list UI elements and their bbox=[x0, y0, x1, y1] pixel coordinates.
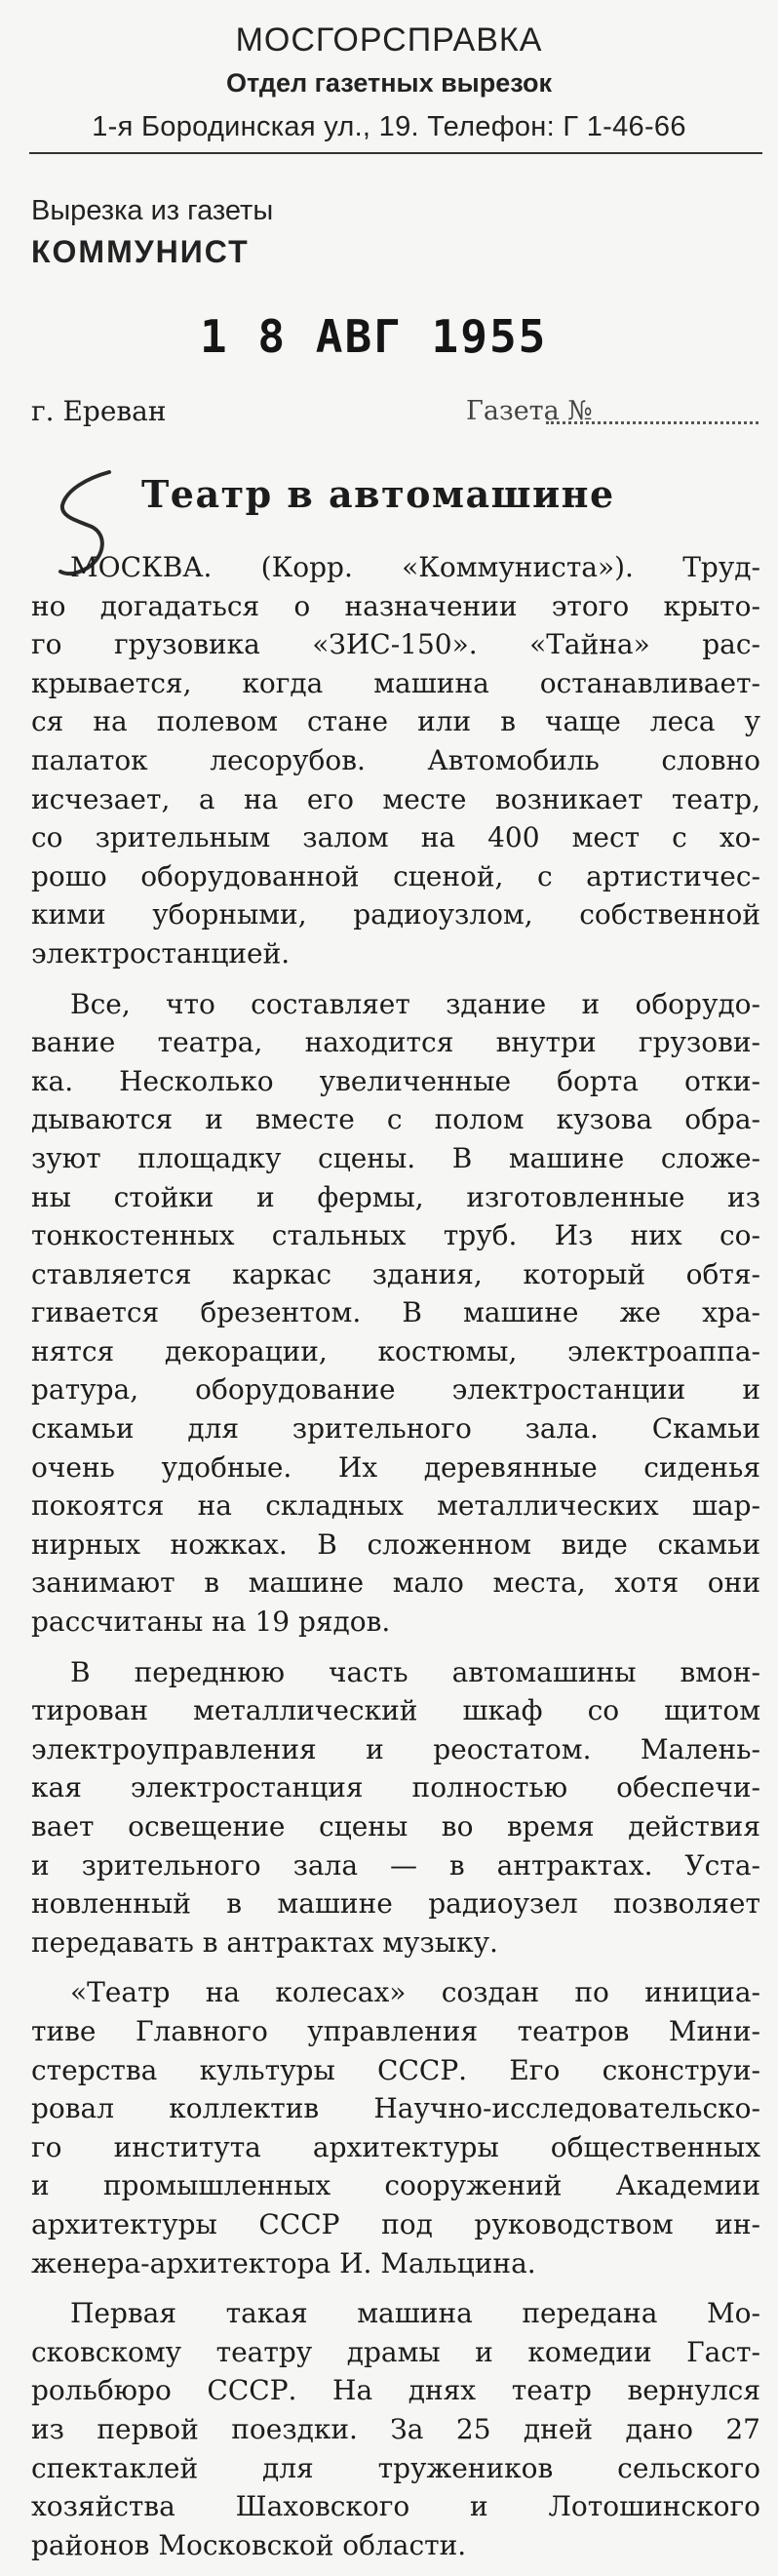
article-paragraph bbox=[31, 985, 760, 1642]
article-line: кая электростанция полностью обеспечи- bbox=[31, 1771, 760, 1804]
article-line: хозяйства Шаховского и Лотошинского bbox=[31, 2490, 760, 2523]
article-line: рассчитаны на 19 рядов. bbox=[31, 1605, 391, 1639]
article-line: го грузовика «ЗИС-150». «Тайна» рас- bbox=[31, 628, 760, 661]
article-line: архитектуры СССР под руководством ин- bbox=[31, 2207, 760, 2240]
article-line: ратура, оборудование электростанции и bbox=[31, 1373, 760, 1407]
article-line: из первой поездки. За 25 дней дано 27 bbox=[31, 2412, 760, 2445]
article-line: крывается, когда машина останавливает- bbox=[31, 666, 760, 699]
article-line: рошо оборудованной сценой, с артистичес- bbox=[31, 859, 760, 892]
article-line: женера-архитектора И. Мальцина. bbox=[31, 2246, 536, 2279]
article-paragraph bbox=[31, 548, 760, 973]
article-line: стерства культуры СССР. Его сконструи- bbox=[31, 2053, 760, 2086]
agency-department: Отдел газетных вырезок bbox=[225, 68, 553, 98]
article-line: передавать в антрактах музыку. bbox=[31, 1925, 498, 1959]
article-line: нятся декорации, костюмы, электроаппа- bbox=[31, 1334, 760, 1367]
article-line: МОСКВА. (Корр. «Коммуниста»). Труд- bbox=[70, 551, 760, 583]
article-line: ся на полевом стане или в чаще леса у bbox=[31, 705, 760, 738]
article-line: рольбюро СССР. На днях театр вернулся bbox=[31, 2374, 760, 2407]
article-line: го института архитектуры общественных bbox=[31, 2130, 760, 2163]
agency-name: МОСГОРСПРАВКА bbox=[235, 21, 543, 59]
newspaper-name: КОММУНИСТ bbox=[31, 234, 250, 269]
article-line: электроуправления и реостатом. Малень- bbox=[31, 1732, 760, 1765]
article-line: тиве Главного управления театров Мини- bbox=[31, 2014, 760, 2047]
article-line: тирован металлический шкаф со щитом bbox=[31, 1694, 760, 1727]
article-paragraph bbox=[31, 1653, 760, 1962]
article-line: ка. Несколько увеличенные борта отки- bbox=[31, 1064, 760, 1097]
article-line: ны стойки и фермы, изготовленные из bbox=[31, 1180, 760, 1213]
article-line: занимают в машине мало места, хотя они bbox=[31, 1566, 760, 1600]
article-line: ставляется каркас здания, который обтя- bbox=[31, 1257, 760, 1290]
gazeta-label: Газета № bbox=[466, 396, 593, 426]
agency-address: 1-я Бородинская ул., 19. Телефон: Г 1-46-66 bbox=[92, 111, 686, 142]
article-line: со зрительным залом на 400 мест с хо- bbox=[31, 821, 760, 854]
article-line: кими уборными, радиоузлом, собственной bbox=[31, 898, 760, 931]
article-title: Театр в автомашине bbox=[141, 472, 615, 516]
article-line: электростанцией. bbox=[31, 936, 291, 970]
article-paragraph bbox=[31, 1973, 760, 2282]
article-line: тонкостенных стальных труб. Из них со- bbox=[31, 1219, 760, 1252]
article-line: и зрительного зала — в антрактах. Уста- bbox=[31, 1848, 760, 1882]
city-label: г. Ереван bbox=[31, 395, 167, 427]
clipping-label: Вырезка из газеты bbox=[31, 195, 274, 226]
article-line: зуют площадку сцены. В машине сложе- bbox=[31, 1141, 760, 1174]
article-line: очень удобные. Их деревянные сиденья bbox=[31, 1450, 760, 1484]
article-line: «Театр на колесах» создан по инициа- bbox=[70, 1976, 760, 2009]
gazeta-dotted-blank bbox=[546, 421, 759, 424]
article-line: районов Московской области. bbox=[31, 2528, 467, 2561]
article-line: новленный в машине радиоузел позволяет bbox=[31, 1887, 760, 1921]
article-line: покоятся на складных металлических шар- bbox=[31, 1489, 760, 1523]
article-line: В переднюю часть автомашины вмон- bbox=[70, 1655, 760, 1688]
address-underline bbox=[29, 152, 762, 154]
article-line: гивается брезентом. В машине же хра- bbox=[31, 1296, 760, 1329]
article-line: Первая такая машина передана Мо- bbox=[70, 2297, 760, 2330]
article-line: сковскому театру драмы и комедии Гаст- bbox=[31, 2335, 760, 2368]
article-paragraph bbox=[31, 2294, 760, 2564]
article-line: вает освещение сцены во время действия bbox=[31, 1810, 760, 1843]
article-line: нирных ножках. В сложенном виде скамьи bbox=[31, 1527, 760, 1561]
date-stamp: 1 8 АВГ 1955 bbox=[200, 310, 548, 363]
article-body bbox=[31, 548, 760, 2576]
article-line: палаток лесорубов. Автомобиль словно bbox=[31, 743, 760, 776]
article-line: скамьи для зрительного зала. Скамьи bbox=[31, 1412, 760, 1446]
article-line: спектаклей для тружеников сельского bbox=[31, 2451, 760, 2484]
article-line: ровал коллектив Научно-исследовательско- bbox=[31, 2092, 760, 2125]
article-line: но догадаться о назначении этого крыто- bbox=[31, 589, 760, 622]
article-line: вание театра, находится внутри грузови- bbox=[31, 1026, 760, 1059]
article-line: исчезает, а на его месте возникает театр, bbox=[31, 782, 760, 815]
article-line: и промышленных сооружений Академии bbox=[31, 2169, 760, 2202]
article-line: дываются и вместе с полом кузова обра- bbox=[31, 1103, 760, 1136]
article-line: Все, что составляет здание и оборудо- bbox=[70, 987, 760, 1020]
